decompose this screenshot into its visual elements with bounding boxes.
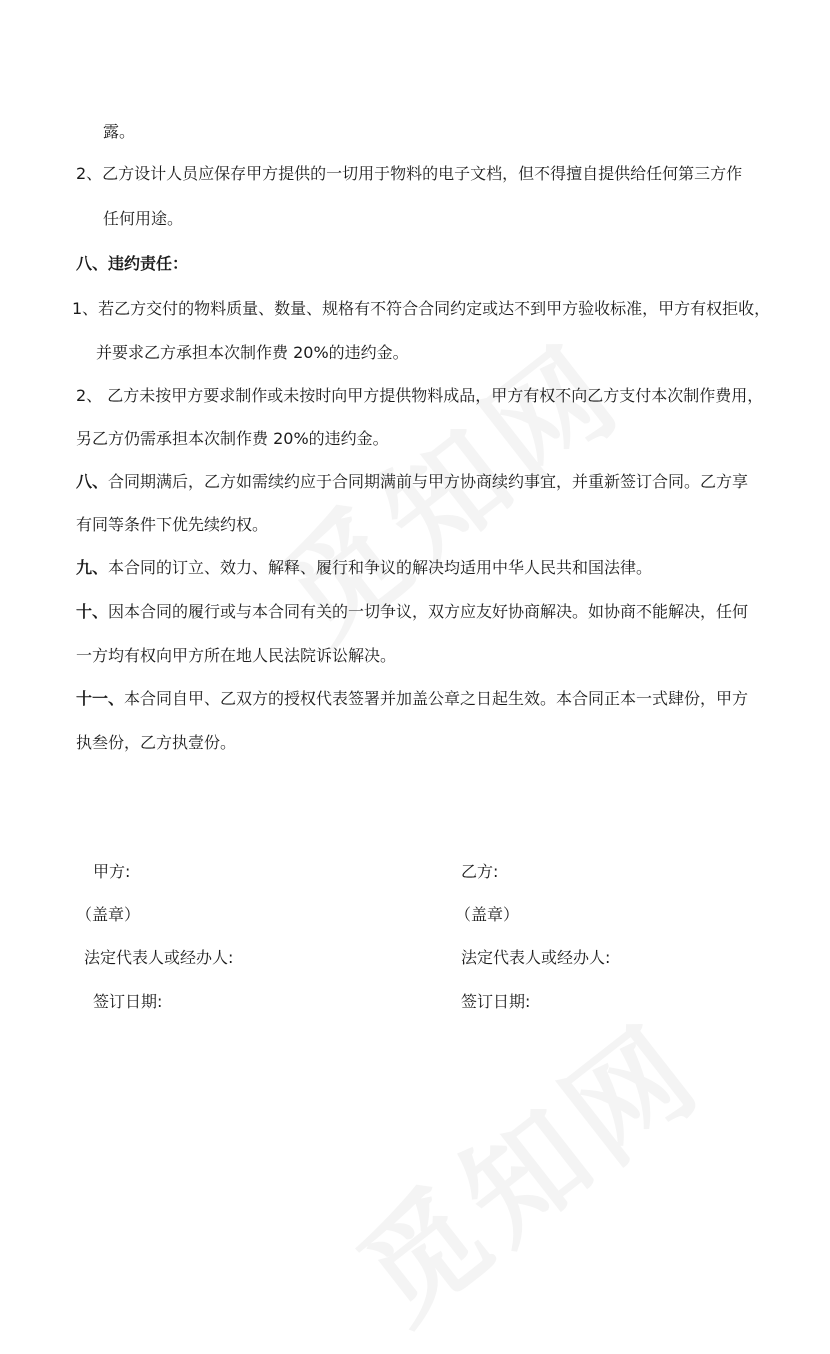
- paragraph-line: 另乙方仍需承担本次制作费 20%的违约金。: [76, 429, 389, 448]
- paragraph-line: 并要求乙方承担本次制作费 20%的违约金。: [96, 343, 409, 362]
- section-heading: 八、违约责任：: [76, 254, 189, 273]
- paragraph-line: 2、乙方设计人员应保存甲方提供的一切用于物料的电子文档，但不得擅自提供给任何第三方作: [76, 164, 743, 183]
- party-b-representative: 法定代表人或经办人:: [461, 948, 611, 967]
- clause-number: 十一、: [76, 689, 125, 708]
- paragraph-line: 执叁份，乙方执壹份。: [76, 733, 237, 752]
- paragraph-line: 有同等条件下优先续约权。: [76, 515, 269, 534]
- clause-nine: [76, 557, 652, 579]
- paragraph-line: 1、若乙方交付的物料质量、数量、规格有不符合合同约定或达不到甲方验收标准，甲方有权拒收，: [72, 299, 771, 318]
- party-a-seal: （盖章）: [76, 905, 141, 924]
- clause-eleven: [76, 688, 748, 710]
- party-b-seal: （盖章）: [455, 905, 520, 924]
- clause-eight: [76, 471, 748, 493]
- paragraph-line: 露。: [103, 122, 136, 141]
- clause-text: 合同期满后，乙方如需续约应于合同期满前与甲方协商续约事宜，并重新签订合同。乙方享: [108, 472, 749, 491]
- clause-text: 本合同的订立、效力、解释、履行和争议的解决均适用中华人民共和国法律。: [108, 558, 653, 577]
- clause-number: 八、: [76, 472, 109, 491]
- party-b-sign-date: 签订日期:: [461, 992, 531, 1011]
- party-a-representative: 法定代表人或经办人:: [84, 948, 234, 967]
- paragraph-line: 任何用途。: [103, 209, 184, 228]
- clause-text: 因本合同的履行或与本合同有关的一切争议，双方应友好协商解决。如协商不能解决，任何: [108, 602, 749, 621]
- party-b-label: 乙方:: [461, 862, 499, 881]
- party-a-label: 甲方:: [93, 862, 131, 881]
- paragraph-line: 2、 乙方未按甲方要求制作或未按时向甲方提供物料成品，甲方有权不向乙方支付本次制作费用，: [76, 386, 764, 405]
- clause-text: 本合同自甲、乙双方的授权代表签署并加盖公章之日起生效。本合同正本一式肆份，甲方: [124, 689, 749, 708]
- paragraph-line: 一方均有权向甲方所在地人民法院诉讼解决。: [76, 646, 397, 665]
- clause-ten: [76, 601, 748, 623]
- clause-number: 九、: [76, 558, 109, 577]
- watermark-text: [318, 978, 731, 1354]
- party-a-sign-date: 签订日期:: [93, 992, 163, 1011]
- clause-number: 十、: [76, 602, 109, 621]
